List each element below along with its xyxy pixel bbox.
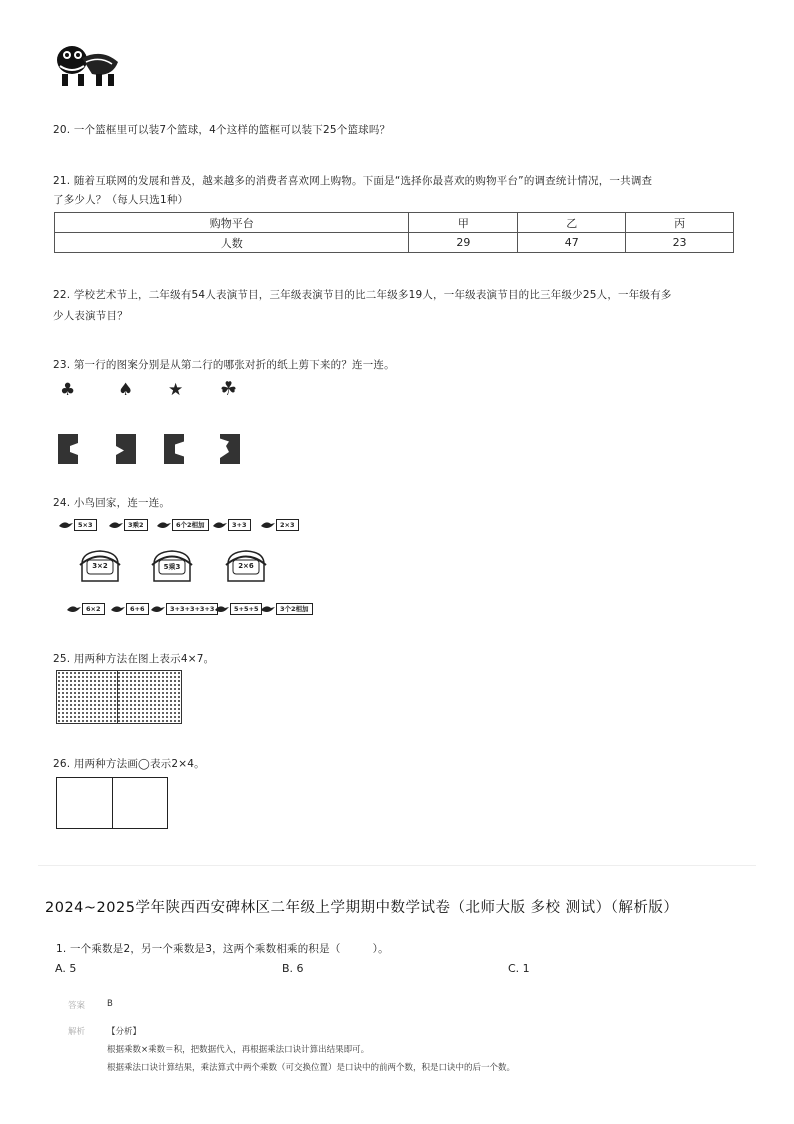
bird-sign bbox=[58, 519, 97, 531]
table-cell: 23 bbox=[626, 233, 734, 253]
table-row bbox=[55, 233, 734, 253]
bird-sign bbox=[66, 603, 105, 615]
question-20: 20. 一个篮框里可以装7个篮球，4个这样的篮框可以装下25个篮球吗？ bbox=[53, 124, 391, 136]
sign-label: 5+5+5 bbox=[230, 603, 262, 615]
sign-label: 3+3+3+3+3 bbox=[166, 603, 218, 615]
bird-icon bbox=[212, 520, 228, 530]
answer-value: B bbox=[107, 999, 113, 1009]
bird-sign bbox=[156, 519, 209, 531]
grid-divider bbox=[117, 671, 118, 723]
section-divider bbox=[38, 865, 756, 866]
solution-question-1: 1. 一个乘数是2，另一个乘数是3，这两个乘数相乘的积是（ ）。 bbox=[56, 943, 389, 955]
option-b: B. 6 bbox=[282, 962, 304, 975]
table-header-cell: 丙 bbox=[626, 213, 734, 233]
house bbox=[78, 548, 122, 584]
bird-sign bbox=[214, 603, 262, 615]
sign-label: 6个2相加 bbox=[172, 519, 209, 531]
question-22-line2: 少人表演节目？ bbox=[53, 310, 128, 322]
option-a: A. 5 bbox=[55, 962, 77, 975]
bird-icon bbox=[260, 604, 276, 614]
bird-sign bbox=[260, 519, 299, 531]
bird-sign bbox=[108, 519, 148, 531]
question-21-line2: 了多少人？（每人只选1种） bbox=[53, 194, 189, 206]
table-header-cell: 甲 bbox=[409, 213, 518, 233]
bird-sign bbox=[110, 603, 149, 615]
table-header-cell: 购物平台 bbox=[55, 213, 409, 233]
question-21-line1: 21. 随着互联网的发展和普及，越来越多的消费者喜欢网上购物。下面是“选择你最喜欢的购物平台”的调查统计情况，一共调查 bbox=[53, 175, 653, 187]
question-23: 23. 第一行的图案分别是从第二行的哪张对折的纸上剪下来的？连一连。 bbox=[53, 359, 395, 371]
analysis-line-2: 根据乘法口诀计算结果，乘法算式中两个乘数（可交换位置）是口诀中的前两个数，积是口诀中的后一个数。 bbox=[107, 1063, 516, 1073]
bird-icon bbox=[150, 604, 166, 614]
sign-label: 3个2相加 bbox=[276, 603, 313, 615]
option-c: C. 1 bbox=[508, 962, 530, 975]
sign-label: 6×2 bbox=[82, 603, 105, 615]
table-cell: 29 bbox=[409, 233, 518, 253]
bird-icon bbox=[66, 604, 82, 614]
question-26: 26. 用两种方法画◯表示2×4。 bbox=[53, 758, 205, 770]
house-label: 5乘3 bbox=[163, 563, 181, 571]
cutout-shape-club: ♣ bbox=[60, 380, 76, 400]
cutout-shape-spade: ♠ bbox=[118, 380, 134, 400]
folded-paper-2 bbox=[116, 434, 136, 464]
analysis-heading: 【分析】 bbox=[107, 1027, 142, 1037]
bird-sign bbox=[260, 603, 313, 615]
table-header-cell: 乙 bbox=[518, 213, 626, 233]
drawing-boxes bbox=[56, 777, 168, 829]
table-header-row bbox=[55, 213, 734, 233]
analysis-line-1: 根据乘数×乘数＝积，把数据代入，再根据乘法口诀计算出结果即可。 bbox=[107, 1045, 370, 1055]
house-label: 3×2 bbox=[92, 562, 108, 570]
bird-icon bbox=[214, 604, 230, 614]
bird-icon bbox=[260, 520, 276, 530]
lion-dance-logo bbox=[52, 38, 122, 90]
sign-label: 5×3 bbox=[74, 519, 97, 531]
page-title: 2024~2025学年陕西西安碑林区二年级上学期期中数学试卷（北师大版 多校 测试）（解析版） bbox=[45, 900, 679, 916]
house-label: 2×6 bbox=[238, 562, 254, 570]
question-22-line1: 22. 学校艺术节上，二年级有54人表演节目，三年级表演节目的比二年级多19人，一年级表演节目的比三年级少25人，一年级有多 bbox=[53, 289, 672, 301]
bird-icon bbox=[110, 604, 126, 614]
house bbox=[224, 548, 268, 584]
dot-grid bbox=[56, 670, 182, 724]
sign-label: 6+6 bbox=[126, 603, 149, 615]
table-row-label: 人数 bbox=[55, 233, 409, 253]
bird-sign bbox=[150, 603, 218, 615]
bird-icon bbox=[156, 520, 172, 530]
analysis-tag: 解析 bbox=[68, 1027, 86, 1037]
sign-label: 3+3 bbox=[228, 519, 251, 531]
bird-sign bbox=[212, 519, 251, 531]
folded-paper-3 bbox=[164, 434, 184, 464]
folded-paper-1 bbox=[58, 434, 78, 464]
house bbox=[150, 548, 194, 584]
answer-tag: 答案 bbox=[68, 1001, 86, 1011]
question-25: 25. 用两种方法在图上表示4×7。 bbox=[53, 653, 215, 665]
survey-table bbox=[54, 212, 734, 253]
bird-icon bbox=[58, 520, 74, 530]
table-cell: 47 bbox=[518, 233, 626, 253]
folded-paper-4 bbox=[220, 434, 240, 464]
sign-label: 3乘2 bbox=[124, 519, 148, 531]
sign-label: 2×3 bbox=[276, 519, 299, 531]
cutout-shape-clover: ☘ bbox=[220, 378, 238, 400]
cutout-shape-star: ★ bbox=[168, 380, 184, 400]
box-divider bbox=[112, 778, 113, 828]
bird-icon bbox=[108, 520, 124, 530]
question-24: 24. 小鸟回家，连一连。 bbox=[53, 497, 171, 509]
